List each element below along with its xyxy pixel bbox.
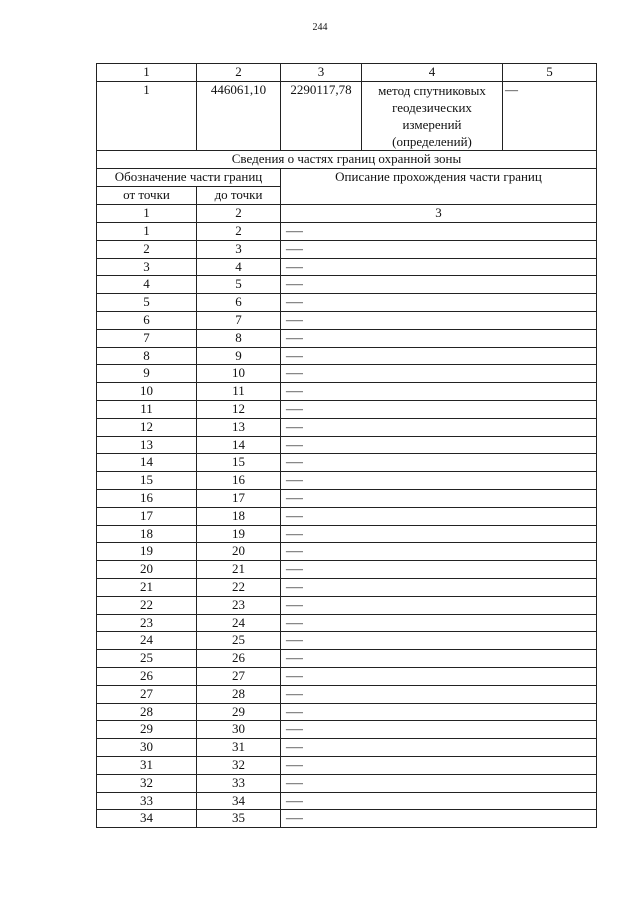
to-point: 6 <box>197 294 281 312</box>
description-cell <box>281 721 597 739</box>
description-value: — <box>286 365 303 381</box>
description-cell <box>281 756 597 774</box>
description-cell <box>281 685 597 703</box>
to-point-label: до точки <box>197 187 281 205</box>
to-point: 32 <box>197 756 281 774</box>
to-point: 4 <box>197 258 281 276</box>
from-point: 2 <box>97 240 197 258</box>
table-row <box>97 721 597 739</box>
table-row <box>97 383 597 401</box>
to-point: 12 <box>197 400 281 418</box>
description-value: — <box>286 721 303 737</box>
description-value: — <box>286 614 303 630</box>
from-point: 21 <box>97 578 197 596</box>
column-number: 3 <box>281 64 362 82</box>
description-value: — <box>286 561 303 577</box>
column-number: 1 <box>97 205 197 223</box>
to-point: 14 <box>197 436 281 454</box>
column-number: 3 <box>281 205 597 223</box>
table-row <box>97 543 597 561</box>
description-value: — <box>286 739 303 755</box>
description-value: — <box>286 329 303 345</box>
from-point: 14 <box>97 454 197 472</box>
table-row <box>97 400 597 418</box>
description-value: — <box>286 507 303 523</box>
from-point: 15 <box>97 472 197 490</box>
description-value: — <box>286 418 303 434</box>
description-cell <box>281 276 597 294</box>
description-value: — <box>286 347 303 363</box>
description-cell <box>281 329 597 347</box>
from-point: 19 <box>97 543 197 561</box>
determination-method <box>362 82 503 151</box>
from-point: 8 <box>97 347 197 365</box>
description-cell <box>281 525 597 543</box>
table-row <box>97 578 597 596</box>
from-point: 12 <box>97 418 197 436</box>
description-value: — <box>286 578 303 594</box>
description-cell <box>281 543 597 561</box>
description-cell <box>281 632 597 650</box>
description-value: — <box>286 223 303 238</box>
description-cell <box>281 578 597 596</box>
to-point: 31 <box>197 739 281 757</box>
column-number: 2 <box>197 205 281 223</box>
description-cell <box>281 436 597 454</box>
from-point-label: от точки <box>97 187 197 205</box>
description-value: — <box>286 454 303 470</box>
section-title-row <box>97 151 597 169</box>
table-row <box>97 507 597 525</box>
description-cell <box>281 311 597 329</box>
from-point: 5 <box>97 294 197 312</box>
to-point: 13 <box>197 418 281 436</box>
method-line: метод спутниковых <box>378 83 486 98</box>
description-value: — <box>286 774 303 790</box>
to-point: 29 <box>197 703 281 721</box>
from-point: 34 <box>97 810 197 828</box>
from-point: 9 <box>97 365 197 383</box>
description-cell <box>281 650 597 668</box>
from-point: 29 <box>97 721 197 739</box>
to-point: 18 <box>197 507 281 525</box>
description-cell <box>281 400 597 418</box>
table-row <box>97 294 597 312</box>
description-cell <box>281 418 597 436</box>
description-value: — <box>286 472 303 488</box>
description-value: — <box>286 294 303 310</box>
description-cell <box>281 365 597 383</box>
from-point: 27 <box>97 685 197 703</box>
to-point: 2 <box>197 223 281 241</box>
from-point: 7 <box>97 329 197 347</box>
description-label: Описание прохождения части границ <box>281 169 597 205</box>
page-number: 244 <box>312 22 328 33</box>
description-value: — <box>286 667 303 683</box>
from-point: 28 <box>97 703 197 721</box>
to-point: 26 <box>197 650 281 668</box>
description-cell <box>281 774 597 792</box>
table-row <box>97 472 597 490</box>
to-point: 22 <box>197 578 281 596</box>
coordinate-row <box>97 82 597 151</box>
description-value: — <box>286 756 303 772</box>
boundary-table <box>96 63 597 828</box>
accuracy-value: — <box>503 82 597 151</box>
to-point: 20 <box>197 543 281 561</box>
to-point: 11 <box>197 383 281 401</box>
to-point: 24 <box>197 614 281 632</box>
section-numbering-row <box>97 205 597 223</box>
boundary-part-label: Обозначение части границ <box>97 169 281 187</box>
description-cell <box>281 614 597 632</box>
from-point: 23 <box>97 614 197 632</box>
to-point: 23 <box>197 596 281 614</box>
from-point: 26 <box>97 667 197 685</box>
table-row <box>97 650 597 668</box>
table-row <box>97 525 597 543</box>
method-line: измерений <box>402 117 462 132</box>
description-value: — <box>286 703 303 719</box>
description-cell <box>281 667 597 685</box>
table-row <box>97 756 597 774</box>
to-point: 7 <box>197 311 281 329</box>
description-value: — <box>286 400 303 416</box>
description-value: — <box>286 240 303 256</box>
description-cell <box>281 258 597 276</box>
description-value: — <box>286 792 303 808</box>
table-row <box>97 258 597 276</box>
table-row <box>97 329 597 347</box>
description-value: — <box>286 258 303 274</box>
from-point: 6 <box>97 311 197 329</box>
coordinate-x: 446061,10 <box>197 82 281 151</box>
description-cell <box>281 703 597 721</box>
description-cell <box>281 561 597 579</box>
table-row <box>97 454 597 472</box>
to-point: 10 <box>197 365 281 383</box>
description-cell <box>281 596 597 614</box>
column-number: 4 <box>362 64 503 82</box>
description-value: — <box>286 311 303 327</box>
to-point: 27 <box>197 667 281 685</box>
point-number: 1 <box>97 82 197 151</box>
coordinate-y: 2290117,78 <box>281 82 362 151</box>
table-row <box>97 792 597 810</box>
from-point: 10 <box>97 383 197 401</box>
to-point: 9 <box>197 347 281 365</box>
to-point: 5 <box>197 276 281 294</box>
from-point: 20 <box>97 561 197 579</box>
to-point: 33 <box>197 774 281 792</box>
to-point: 17 <box>197 489 281 507</box>
from-point: 4 <box>97 276 197 294</box>
section-title: Сведения о частях границ охранной зоны <box>97 151 597 169</box>
table-row <box>97 596 597 614</box>
description-cell <box>281 507 597 525</box>
to-point: 3 <box>197 240 281 258</box>
to-point: 25 <box>197 632 281 650</box>
to-point: 15 <box>197 454 281 472</box>
table-row <box>97 311 597 329</box>
table-row <box>97 810 597 828</box>
table-row <box>97 489 597 507</box>
to-point: 21 <box>197 561 281 579</box>
description-cell <box>281 294 597 312</box>
table-row <box>97 347 597 365</box>
description-value: — <box>286 543 303 559</box>
column-number: 1 <box>97 64 197 82</box>
to-point: 19 <box>197 525 281 543</box>
description-value: — <box>286 810 303 826</box>
description-cell <box>281 454 597 472</box>
table-row <box>97 436 597 454</box>
column-number-row <box>97 64 597 82</box>
description-cell <box>281 223 597 241</box>
to-point: 30 <box>197 721 281 739</box>
description-value: — <box>286 650 303 666</box>
to-point: 16 <box>197 472 281 490</box>
from-point: 11 <box>97 400 197 418</box>
from-point: 1 <box>97 223 197 241</box>
from-point: 18 <box>97 525 197 543</box>
table-row <box>97 223 597 241</box>
to-point: 35 <box>197 810 281 828</box>
table-row <box>97 240 597 258</box>
description-value: — <box>286 525 303 541</box>
from-point: 31 <box>97 756 197 774</box>
description-value: — <box>286 276 303 292</box>
table-row <box>97 774 597 792</box>
from-point: 24 <box>97 632 197 650</box>
description-cell <box>281 347 597 365</box>
description-value: — <box>286 383 303 399</box>
section-header-row <box>97 169 597 187</box>
description-value: — <box>286 632 303 648</box>
table-row <box>97 667 597 685</box>
description-cell <box>281 383 597 401</box>
description-value: — <box>286 436 303 452</box>
table-row <box>97 739 597 757</box>
from-point: 13 <box>97 436 197 454</box>
from-point: 32 <box>97 774 197 792</box>
description-value: — <box>286 596 303 612</box>
table-row <box>97 561 597 579</box>
description-cell <box>281 792 597 810</box>
description-cell <box>281 472 597 490</box>
from-point: 33 <box>97 792 197 810</box>
table-row <box>97 614 597 632</box>
from-point: 16 <box>97 489 197 507</box>
table-row <box>97 703 597 721</box>
to-point: 8 <box>197 329 281 347</box>
method-line: (определений) <box>392 134 472 149</box>
from-point: 25 <box>97 650 197 668</box>
table-row <box>97 276 597 294</box>
from-point: 22 <box>97 596 197 614</box>
description-cell <box>281 240 597 258</box>
column-number: 5 <box>503 64 597 82</box>
from-point: 30 <box>97 739 197 757</box>
description-cell <box>281 489 597 507</box>
description-value: — <box>286 685 303 701</box>
description-cell <box>281 810 597 828</box>
to-point: 28 <box>197 685 281 703</box>
to-point: 34 <box>197 792 281 810</box>
table-row <box>97 418 597 436</box>
from-point: 3 <box>97 258 197 276</box>
description-value: — <box>286 489 303 505</box>
table-row <box>97 365 597 383</box>
method-line: геодезических <box>392 100 472 115</box>
from-point: 17 <box>97 507 197 525</box>
column-number: 2 <box>197 64 281 82</box>
description-cell <box>281 739 597 757</box>
table-row <box>97 632 597 650</box>
table-row <box>97 685 597 703</box>
